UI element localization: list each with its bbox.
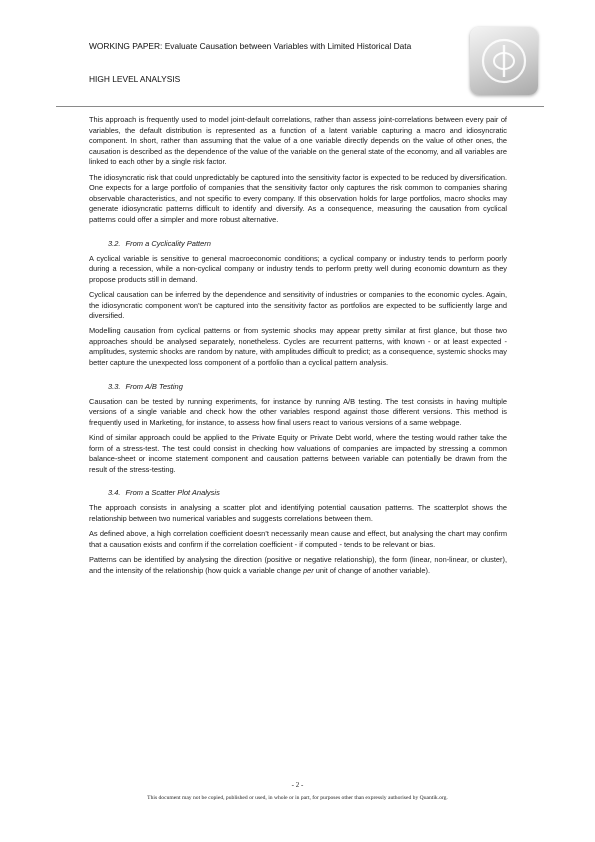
section-title: From a Scatter Plot Analysis (125, 488, 220, 498)
section-number: 3.3. (108, 381, 121, 391)
paragraph: Modelling causation from cyclical patterns or from systemic shocks may appear pretty similar at first glance, but those two approaches should be analysed separately, nonetheless. Cycles are recurrent patterns, with known - or at least expected - amplitudes, systemic shocks are random by nature, with amplitudes difficult to predict; as a consequence, systemic shocks may better capture the unexpected loss component of a portfolio than a cyclical pattern analysis. (89, 326, 507, 368)
paragraph: A cyclical variable is sensitive to general macroeconomic conditions; a cyclical company or industry tends to perform poorly during a recession, while a non-cyclical company or industry tends to perform pretty well during economic downturn as they propose products still in demand. (89, 253, 507, 284)
document-title: WORKING PAPER: Evaluate Causation between Variables with Limited Historical Data (89, 41, 412, 51)
paragraph-text: unit of change of another variable). (313, 565, 431, 575)
footer-disclaimer: This document may not be copied, published or used, in whole or in part, for purposes other than expressly authorised by Quantik.org. (147, 795, 448, 801)
paragraph: Causation can be tested by running experiments, for instance by running A/B testing. The test consists in having multiple versions of a single variable and check how the other variables respond against those different versions. This method is frequently used in Marketing, for instance, to assess how final users react to various versions of a same webpage. (89, 396, 507, 427)
paragraph-text: Patterns can be identified by analysing the direction (positive or negative relationship), the form (linear, non-linear, or cluster), and the intensity of the relationship (how quick a variable change (89, 554, 507, 575)
section-number: 3.4. (108, 488, 121, 498)
emphasis-text: per (303, 565, 314, 575)
paragraph: As defined above, a high correlation coefficient doesn’t necessarily mean cause and effect, but analysing the chart may confirm that a causation exists and confirm if the correlation coefficient - if computed - tends to be relevant or bias. (89, 529, 507, 549)
section-title: From a Cyclicality Pattern (125, 238, 211, 248)
header-divider (56, 106, 544, 107)
section-header: HIGH LEVEL ANALYSIS (89, 74, 181, 84)
section-number: 3.2. (108, 238, 121, 248)
page-number: - 2 - (291, 781, 304, 789)
paragraph: Kind of similar approach could be applied to the Private Equity or Private Debt world, where the testing would rather take the form of a stress-test. The test could consist in checking how valuations of companies are impacted by stressing a common balance-sheet or income statement component and causation patterns between variable can potentially be drawn from the result of the stress-testing. (89, 433, 507, 474)
paragraph: Cyclical causation can be inferred by the dependence and sensitivity of industries or companies to the economic cycles. Again, the idiosyncratic component won’t be captured into the sensitivity factor as portfolios are expected to be sufficiently large and diversified. (89, 289, 507, 321)
section-heading-3-2 (108, 239, 507, 249)
paragraph: The approach consists in analysing a scatter plot and identifying potential causation patterns. The scatterplot shows the relationship between two numerical variables and suggests correlations between them. (89, 503, 507, 523)
section-heading-3-3 (108, 382, 507, 392)
section-title: From A/B Testing (125, 381, 183, 391)
paragraph (89, 555, 507, 576)
paragraph: This approach is frequently used to model joint-default correlations, rather than assess joint-correlations between every pair of variables, the default distribution is represented as a function of a latent variable capturing a macro and idiosyncratic component. In short, rather than assuming that the value of a one variable directly depends on the value of other ones, the causation is described as the dependence of the value of the variable on the general state of the economy, and all variables are linked to each other by a single risk factor. (89, 115, 507, 167)
main-content (89, 115, 507, 581)
phi-logo-icon (470, 27, 538, 95)
paragraph: The idiosyncratic risk that could unpredictably be captured into the sensitivity factor is expected to be reduced by diversification. One expects for a large portfolio of companies that the sensitivity factor only captures the risk common to companies sharing observable characteristics, and not specific to every company. If this observation holds for large portfolios, macro shocks may generate idiosyncratic patterns difficult to identify and diversify. As a consequence, measuring the causation from cyclical patterns could offer a simpler and more robust alternative. (89, 172, 507, 224)
section-heading-3-4 (108, 488, 507, 498)
